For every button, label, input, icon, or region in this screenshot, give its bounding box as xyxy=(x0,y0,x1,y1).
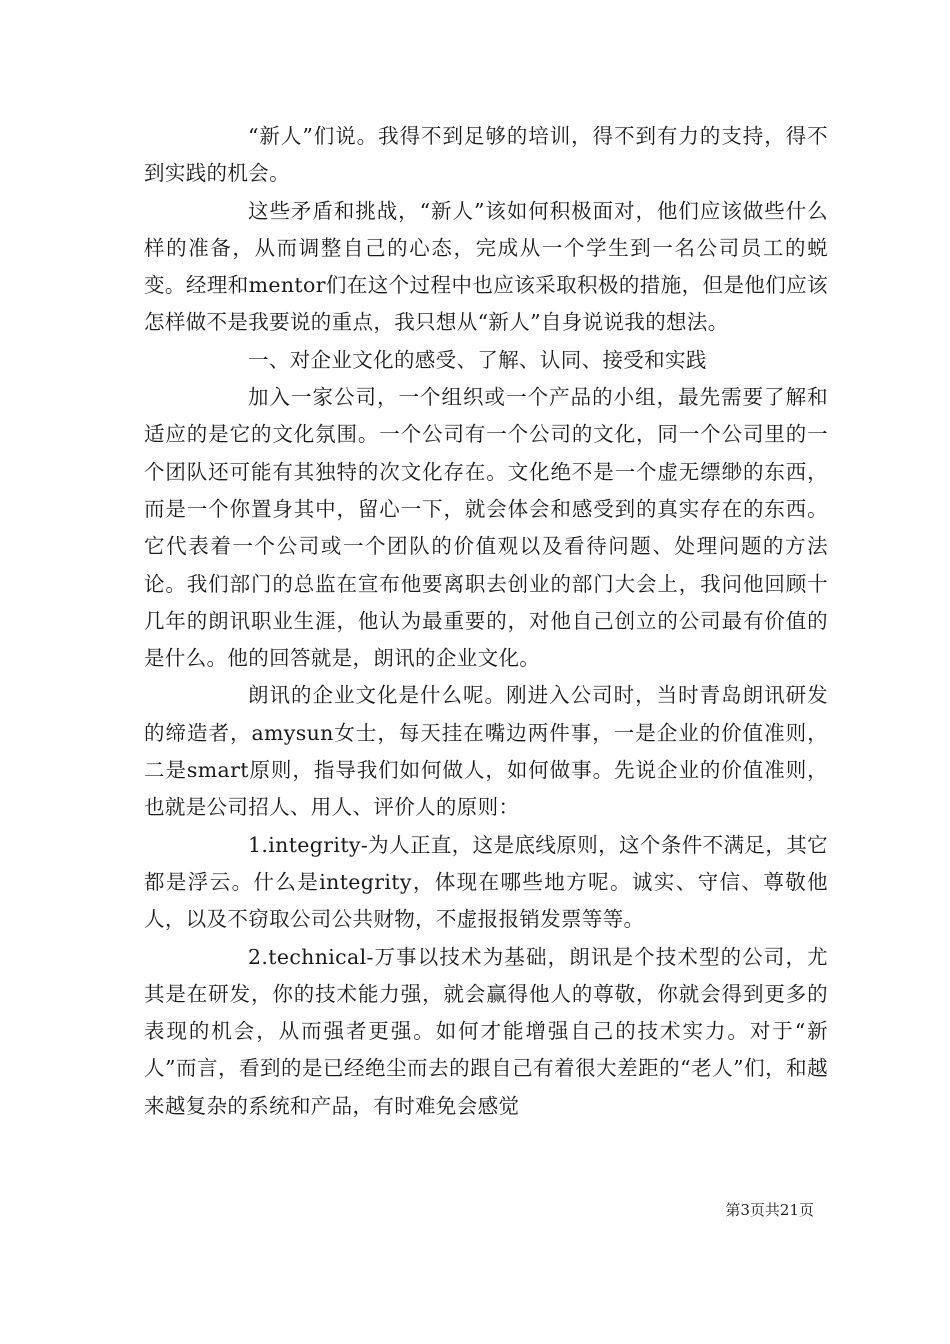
paragraph-6: 2.technical-万事以技术为基础，朗讯是个技术型的公司，尤其是在研发，你的技术能力强，就会赢得他人的尊敬，你就会得到更多的表现的机会，从而强者更强。如何才能增强自己的技术实力。对于“新人”而言，看到的是已经绝尘而去的跟自己有着很大差距的“老人”们，和越来越复杂的系统和产品，有时难免会感觉 xyxy=(144,944,828,1118)
document-body xyxy=(144,118,828,1125)
paragraph-5: 1.integrity-为人正直，这是底线原则，这个条件不满足，其它都是浮云。什么是integrity，体现在哪些地方呢。诚实、守信、尊敬他人，以及不窃取公司公共财物，不虚报报销发票等等。 xyxy=(144,832,828,932)
paragraph-4: 朗讯的企业文化是什么呢。刚进入公司时，当时青岛朗讯研发的缔造者，amysun女士，每天挂在嘴边两件事，一是企业的价值准则，二是smart原则，指导我们如何做人，如何做事。先说企业的价值准则，也就是公司招人、用人、评价人的原则： xyxy=(144,683,828,820)
paragraph-1: “新人”们说。我得不到足够的培训，得不到有力的支持，得不到实践的机会。 xyxy=(144,124,828,186)
page-footer: 第3页共21页 xyxy=(725,1201,814,1219)
paragraph-2: 这些矛盾和挑战，“新人”该如何积极面对，他们应该做些什么样的准备，从而调整自己的心态，完成从一个学生到一名公司员工的蜕变。经理和mentor们在这个过程中也应该采取积极的措施，但是他们应该怎样做不是我要说的重点，我只想从“新人”自身说说我的想法。 xyxy=(144,198,828,335)
paragraph-3: 加入一家公司，一个组织或一个产品的小组，最先需要了解和适应的是它的文化氛围。一个公司有一个公司的文化，同一个公司里的一个团队还可能有其独特的次文化存在。文化绝不是一个虚无缥缈的东西，而是一个你置身其中，留心一下，就会体会和感受到的真实存在的东西。它代表着一个公司或一个团队的价值观以及看待问题、处理问题的方法论。我们部门的总监在宣布他要离职去创业的部门大会上，我问他回顾十几年的朗讯职业生涯，他认为最重要的，对他自己创立的公司最有价值的是什么。他的回答就是，朗讯的企业文化。 xyxy=(144,385,828,671)
section-heading: 一、对企业文化的感受、了解、认同、接受和实践 xyxy=(248,347,707,372)
